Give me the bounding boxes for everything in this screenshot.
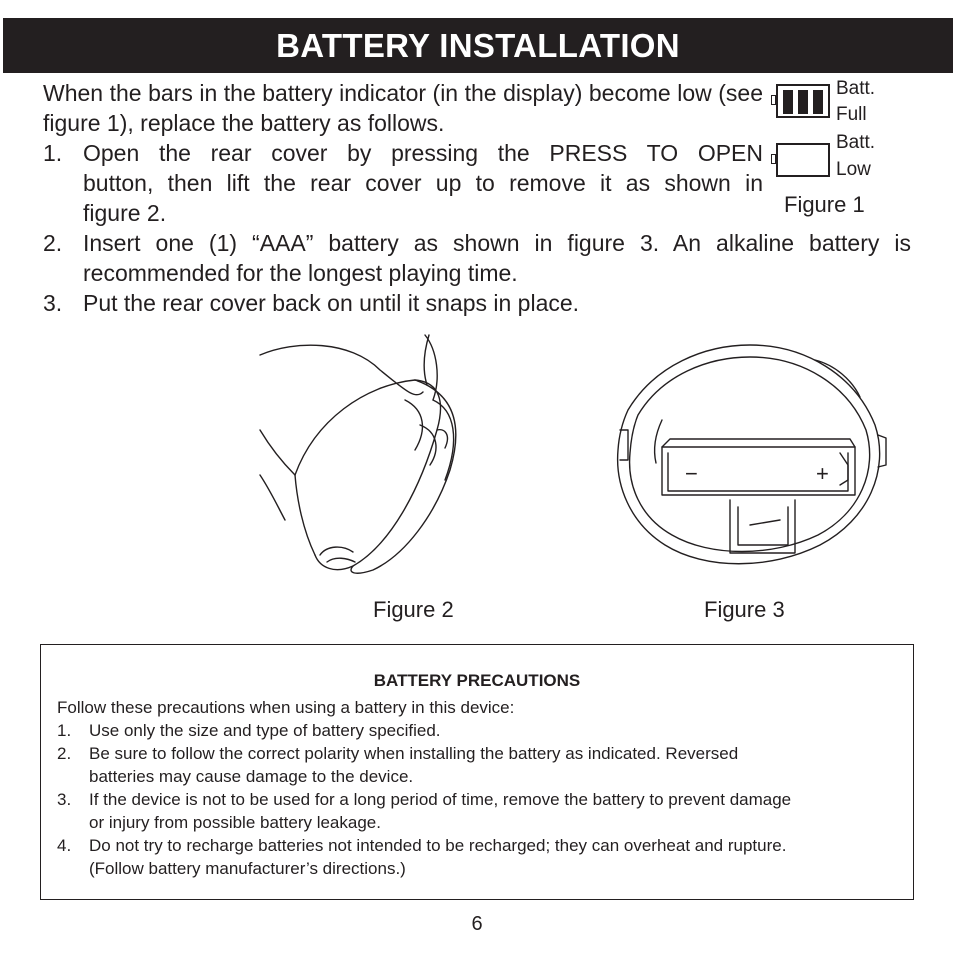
step-text-line: Insert one (1) “AAA” battery as shown in figure 3. An alkaline battery is <box>83 230 911 256</box>
precaution-text: Use only the size and type of battery specified. <box>89 721 441 740</box>
battery-precautions-box <box>40 644 914 900</box>
page-number: 6 <box>471 913 483 935</box>
batt-low-label-2: Low <box>836 159 871 180</box>
battery-bar <box>813 90 823 114</box>
step-text-line: Open the rear cover by pressing the PRESS TO OPEN <box>83 140 763 166</box>
precaution-number: 2. <box>57 744 72 763</box>
step-text-line: Put the rear cover back on until it snaps in place. <box>83 290 580 316</box>
figure-2-illustration <box>255 330 475 580</box>
step-text-line: button, then lift the rear cover up to remove it as shown in <box>83 170 763 196</box>
precaution-text: batteries may cause damage to the device. <box>89 767 414 786</box>
precautions-title: BATTERY PRECAUTIONS <box>373 671 581 690</box>
step-number: 3. <box>43 290 63 316</box>
step-2 <box>43 228 911 288</box>
step-text-line: recommended for the longest playing time. <box>83 260 518 286</box>
figure-2-caption: Figure 2 <box>373 597 454 622</box>
batt-low-label-1: Batt. <box>836 132 876 153</box>
page-title: BATTERY INSTALLATION <box>276 26 680 64</box>
intro-paragraph: When the bars in the battery indicator (in the display) become low (see figure 1), replace the battery as follows. <box>43 80 763 136</box>
step-text-line: figure 2. <box>83 200 167 226</box>
precaution-number: 1. <box>57 721 72 740</box>
battery-bar <box>798 90 808 114</box>
precaution-text: or injury from possible battery leakage. <box>89 813 381 832</box>
batt-full-label-1: Batt. <box>836 78 876 99</box>
step-number: 1. <box>43 140 63 166</box>
precaution-number: 4. <box>57 836 72 855</box>
batt-full-label-2: Full <box>836 104 867 125</box>
precaution-number: 3. <box>57 790 72 809</box>
battery-full-icon <box>776 84 830 118</box>
figure-1-caption: Figure 1 <box>784 192 865 217</box>
battery-bar <box>783 90 793 114</box>
step-1 <box>43 138 763 228</box>
figure-3-caption: Figure 3 <box>704 597 785 622</box>
figure-1 <box>768 78 898 223</box>
step-number: 2. <box>43 230 63 256</box>
precautions-intro: Follow these precautions when using a battery in this device: <box>57 698 515 717</box>
figure-3-illustration <box>610 335 890 575</box>
step-3 <box>43 288 911 318</box>
battery-minus-symbol: − <box>685 461 698 486</box>
battery-plus-symbol: + <box>816 461 829 486</box>
battery-low-icon <box>776 143 830 177</box>
precaution-text: Do not try to recharge batteries not intended to be recharged; they can overheat and rupture. <box>89 836 787 855</box>
precaution-text: (Follow battery manufacturer’s directions.) <box>89 859 406 878</box>
precaution-text: If the device is not to be used for a long period of time, remove the battery to prevent damage <box>89 790 792 809</box>
precaution-text: Be sure to follow the correct polarity when installing the battery as indicated. Reversed <box>89 744 739 763</box>
title-bar <box>3 18 953 73</box>
